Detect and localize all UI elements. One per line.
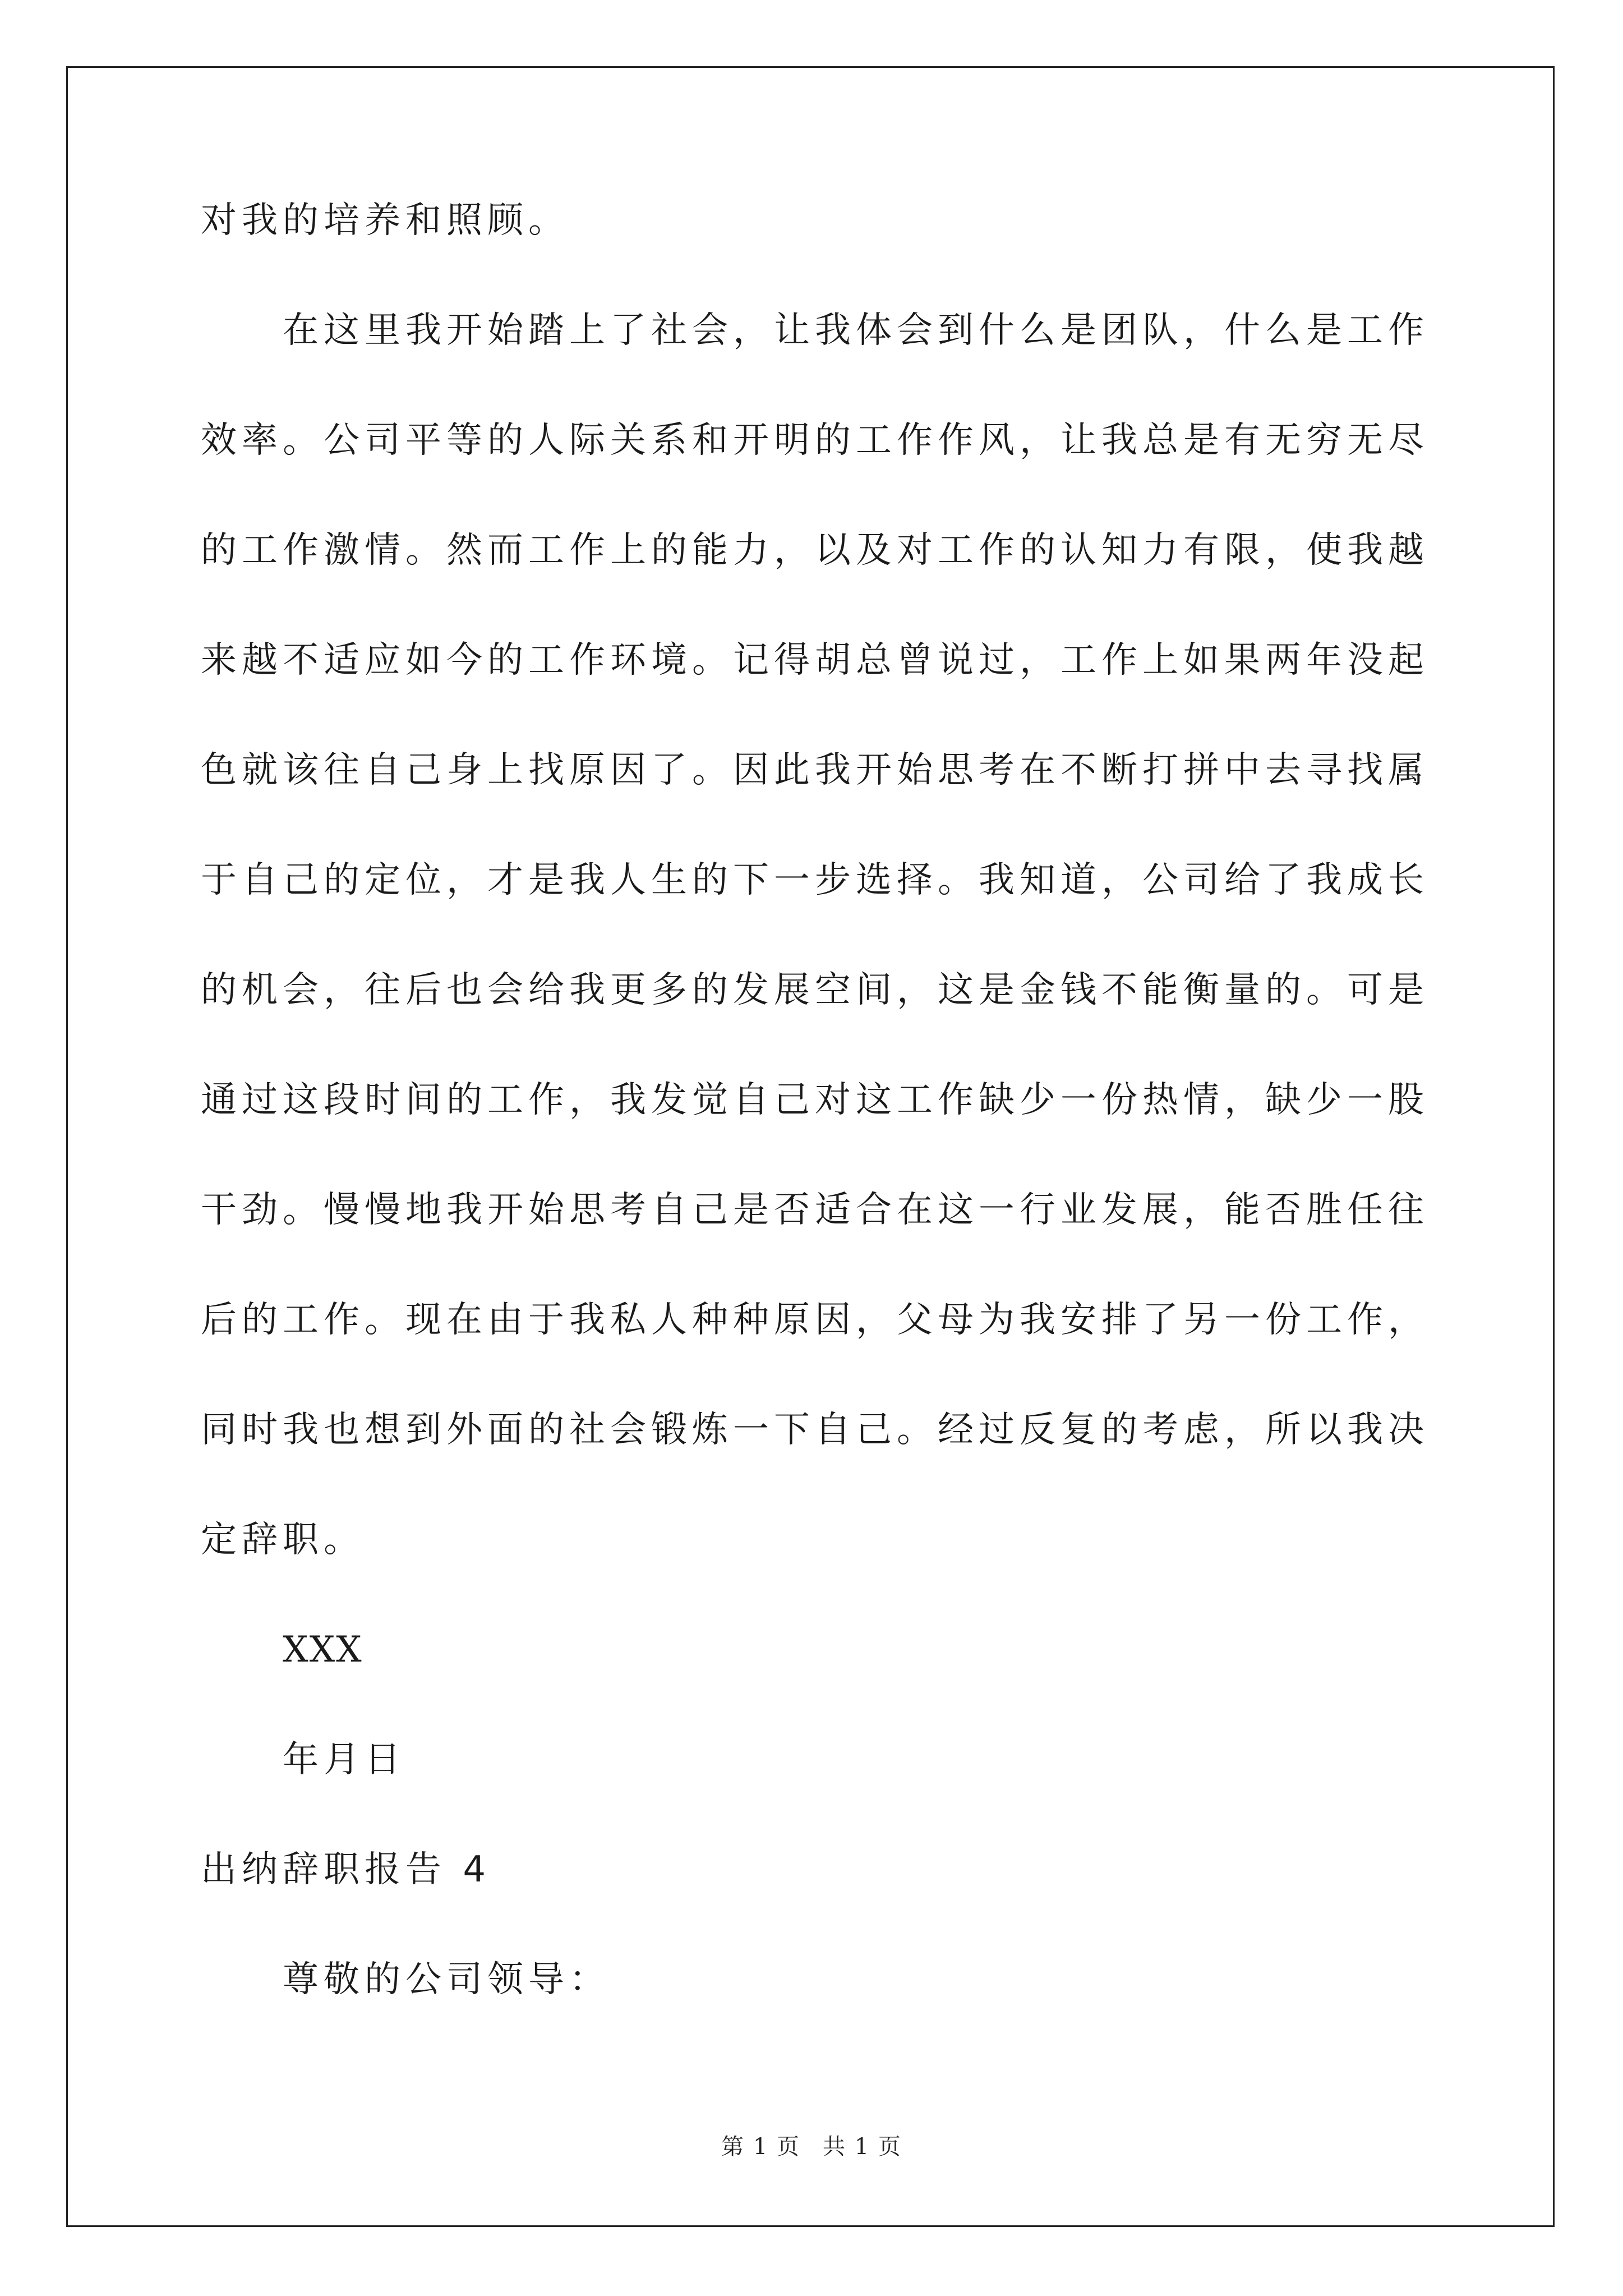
paragraph-line: 后的工作。现在由于我私人种种原因，父母为我安排了另一份工作，	[201, 1299, 1429, 1341]
page-footer	[0, 2129, 1623, 2161]
paragraph-line: 的机会，往后也会给我更多的发展空间，这是金钱不能衡量的。可是	[201, 969, 1429, 1011]
paragraph-line: 定辞职。	[201, 1519, 365, 1561]
paragraph-line: 在这里我开始踏上了社会，让我体会到什么是团队，什么是工作	[283, 310, 1429, 351]
paragraph-line: 通过这段时间的工作，我发觉自己对这工作缺少一份热情，缺少一股	[201, 1079, 1429, 1121]
paragraph-line: 色就该往自己身上找原因了。因此我开始思考在不断打拼中去寻找属	[201, 749, 1429, 791]
paragraph-line: 同时我也想到外面的社会锻炼一下自己。经过反复的考虑，所以我决	[201, 1409, 1429, 1451]
section-heading: 出纳辞职报告 4	[201, 1849, 491, 1890]
signature-date: 年月日	[283, 1739, 405, 1780]
page-number-current: 第 1 页	[721, 2134, 800, 2160]
page-border	[66, 66, 1555, 2227]
paragraph-line: 对我的培养和照顾。	[201, 200, 569, 241]
paragraph-line: 来越不适应如今的工作环境。记得胡总曾说过，工作上如果两年没起	[201, 639, 1429, 681]
page-number-total: 共 1 页	[823, 2134, 902, 2160]
salutation: 尊敬的公司领导：	[283, 1959, 610, 2000]
signature-name: XXX	[283, 1629, 363, 1671]
paragraph-line: 于自己的定位，才是我人生的下一步选择。我知道，公司给了我成长	[201, 859, 1429, 901]
paragraph-line: 的工作激情。然而工作上的能力，以及对工作的认知力有限，使我越	[201, 530, 1429, 571]
paragraph-line: 干劲。慢慢地我开始思考自己是否适合在这一行业发展，能否胜任往	[201, 1189, 1429, 1231]
paragraph-line: 效率。公司平等的人际关系和开明的工作作风，让我总是有无穷无尽	[201, 420, 1429, 461]
